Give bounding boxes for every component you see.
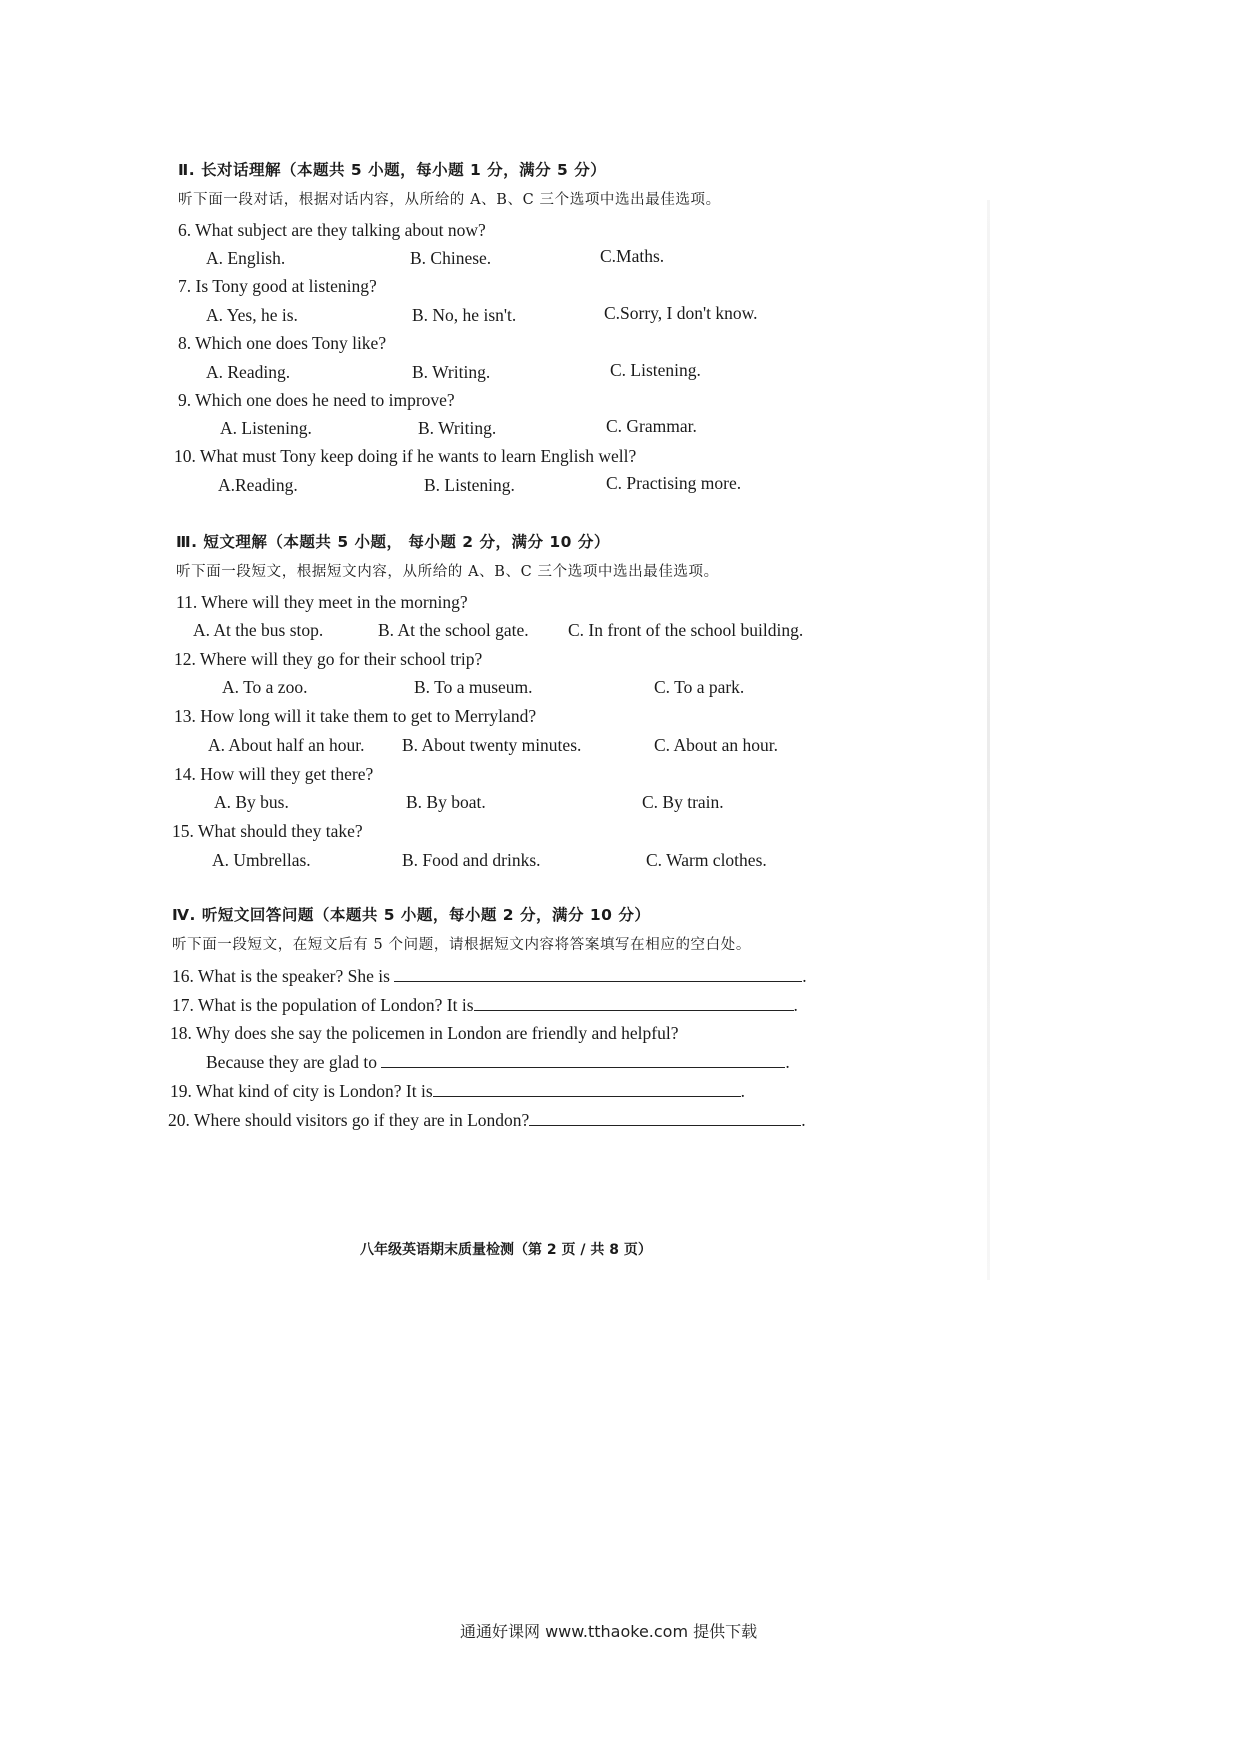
question-12: 12. Where will they go for their school trip?: [174, 649, 483, 669]
question-13-option-b: B. About twenty minutes.: [402, 735, 582, 755]
question-11-option-a: A. At the bus stop.: [193, 620, 324, 640]
question-8-option-a: A. Reading.: [206, 362, 291, 382]
answer-blank-19[interactable]: [433, 1080, 741, 1097]
period: .: [802, 966, 807, 986]
question-20-text: 20. Where should visitors go if they are in London?: [168, 1110, 530, 1130]
question-13-option-a: A. About half an hour.: [208, 735, 365, 755]
question-19: [170, 1080, 745, 1101]
answer-blank-17[interactable]: [474, 994, 794, 1011]
question-16: [172, 965, 807, 986]
question-7: 7. Is Tony good at listening?: [178, 276, 377, 296]
period: .: [801, 1110, 806, 1130]
question-17-text: 17. What is the population of London? It is: [172, 995, 474, 1015]
question-6-option-a: A. English.: [206, 248, 286, 268]
answer-blank-16[interactable]: [394, 965, 802, 982]
question-19-text: 19. What kind of city is London? It is: [170, 1081, 433, 1101]
section-3-instruction: 听下面一段短文，根据短文内容，从所给的 A、B、C 三个选项中选出最佳选项。: [176, 564, 719, 580]
question-8: 8. Which one does Tony like?: [178, 333, 387, 353]
question-15-option-c: C. Warm clothes.: [646, 850, 767, 870]
question-6: 6. What subject are they talking about now?: [178, 220, 486, 240]
answer-blank-18[interactable]: [381, 1051, 785, 1068]
question-18: 18. Why does she say the policemen in London are friendly and helpful?: [170, 1023, 679, 1043]
period: .: [740, 1081, 746, 1101]
question-14-option-a: A. By bus.: [214, 792, 289, 812]
question-9-option-b: B. Writing.: [418, 418, 497, 438]
section-3-title: Ⅲ. 短文理解（本题共 5 小题， 每小题 2 分，满分 10 分）: [176, 533, 610, 551]
question-10: 10. What must Tony keep doing if he wants to learn English well?: [174, 446, 637, 466]
question-14: 14. How will they get there?: [174, 764, 374, 784]
section-4-title: Ⅳ. 听短文回答问题（本题共 5 小题，每小题 2 分，满分 10 分）: [172, 906, 651, 924]
question-11-option-b: B. At the school gate.: [378, 620, 529, 640]
question-10-option-a: A.Reading.: [218, 475, 298, 495]
question-17: [172, 994, 798, 1015]
section-2-instruction: 听下面一段对话，根据对话内容，从所给的 A、B、C 三个选项中选出最佳选项。: [178, 192, 721, 208]
question-12-option-b: B. To a museum.: [414, 677, 533, 697]
question-6-option-b: B. Chinese.: [410, 248, 492, 268]
section-2-title: Ⅱ. 长对话理解（本题共 5 小题，每小题 1 分，满分 5 分）: [178, 161, 607, 179]
question-9-option-c: C. Grammar.: [606, 416, 697, 436]
question-20: [168, 1109, 806, 1130]
section-4-instruction: 听下面一段短文，在短文后有 5 个问题，请根据短文内容将答案填写在相应的空白处。: [172, 937, 751, 953]
question-18-prefix: Because they are glad to: [206, 1052, 378, 1072]
scan-artifact: [987, 200, 990, 1280]
question-11: 11. Where will they meet in the morning?: [176, 592, 468, 612]
page-number-footer: 八年级英语期末质量检测（第 2 页 / 共 8 页）: [360, 1242, 652, 1258]
question-14-option-c: C. By train.: [642, 792, 724, 812]
question-10-option-c: C. Practising more.: [606, 473, 742, 493]
question-13-option-c: C. About an hour.: [654, 735, 778, 755]
question-14-option-b: B. By boat.: [406, 792, 486, 812]
question-15-option-b: B. Food and drinks.: [402, 850, 541, 870]
question-18-answer-line: [206, 1051, 790, 1072]
site-credit-footer: 通通好课网 www.tthaoke.com 提供下载: [460, 1622, 758, 1641]
question-8-option-c: C. Listening.: [610, 360, 701, 380]
question-16-text: 16. What is the speaker? She is: [172, 966, 390, 986]
question-12-option-c: C. To a park.: [654, 677, 745, 697]
question-8-option-b: B. Writing.: [412, 362, 491, 382]
question-15: 15. What should they take?: [172, 821, 363, 841]
question-6-option-c: C.Maths.: [600, 246, 665, 266]
period: .: [793, 995, 798, 1015]
period: .: [785, 1052, 790, 1072]
question-10-option-b: B. Listening.: [424, 475, 515, 495]
question-9-option-a: A. Listening.: [220, 418, 312, 438]
question-15-option-a: A. Umbrellas.: [212, 850, 311, 870]
question-7-option-a: A. Yes, he is.: [206, 305, 298, 325]
question-13: 13. How long will it take them to get to Merryland?: [174, 706, 537, 726]
question-9: 9. Which one does he need to improve?: [178, 390, 455, 410]
question-7-option-b: B. No, he isn't.: [412, 305, 517, 325]
question-11-option-c: C. In front of the school building.: [568, 620, 804, 640]
question-12-option-a: A. To a zoo.: [222, 677, 308, 697]
question-7-option-c: C.Sorry, I don't know.: [604, 303, 758, 323]
answer-blank-20[interactable]: [529, 1109, 801, 1126]
